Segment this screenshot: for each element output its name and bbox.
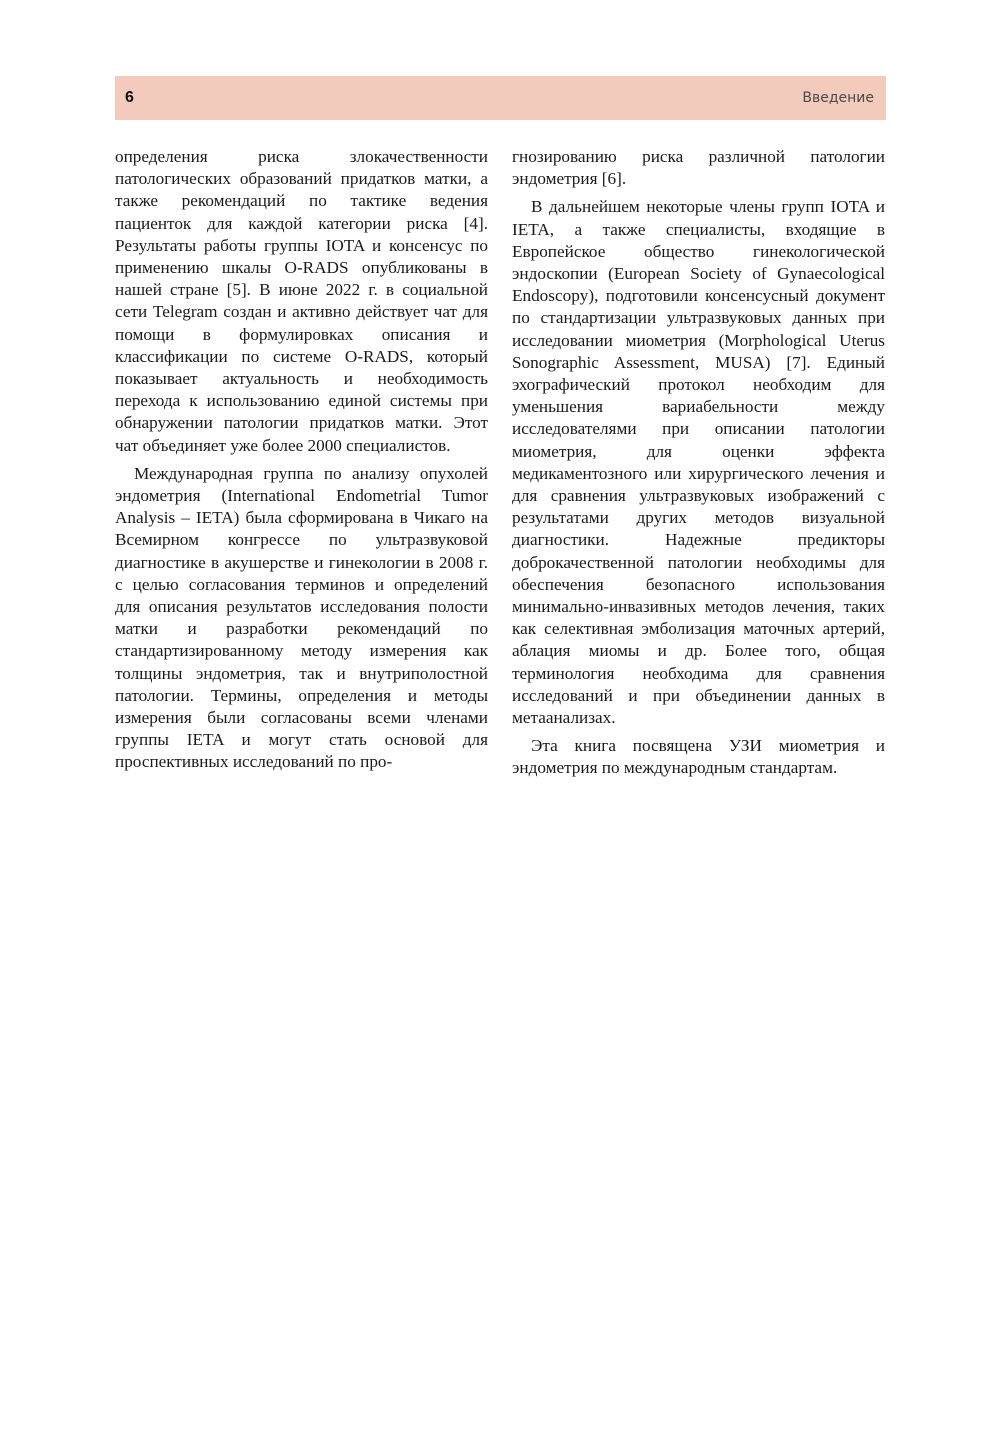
paragraph-continued-right: гнозированию риска различной патологии эндометрия [6]. <box>512 147 885 189</box>
paragraph-musa: В дальнейшем некоторые члены групп IOTA и IETA, а также специалисты, входящие в Европейское общество гинекологической эндоскопии (European Society of Gynaecological Endoscopy), подготовили консенсусный документ по стандартизации ультразвуковых данных при исследовании миометрия (Morphological Uterus Sonographic Assessment, MUSA) [7]. Единый эхографический протокол необходим для уменьшения вариабельности между исследователями при описании патологии миометрия, для оценки эффекта медикаментозного или хирургического лечения и для сравнения ультразвуковых изображений с результатами других методов визуальной диагностики. Надежные предикторы доброкачественной патологии необходимы для обеспечения безопасного использования минимально-инвазивных методов лечения, таких как селективная эмболизация маточных артерий, аблация миомы и др. Более того, общая терминология необходима для сравнения исследований и при объединении данных в метаанализах. <box>512 197 885 728</box>
right-text-column <box>512 146 885 786</box>
section-title: Введение <box>802 90 874 106</box>
paragraph-continued: определения риска злокачественности патологических образований придатков матки, а также рекомендаций по тактике ведения пациенток для каждой категории риска [4]. Результаты работы группы IOTA и консенсус по применению шкалы O-RADS опубликованы в нашей стране [5]. В июне 2022 г. в социальной сети Telegram создан и активно действует чат для помощи в формулировках описания и классификации по системе O-RADS, который показывает актуальность и необходимость перехода к использованию единой системы при обнаружении патологии придатков матки. Этот чат объединяет уже более 2000 специалистов. <box>115 147 488 455</box>
paragraph-book-purpose: Эта книга посвящена УЗИ миометрия и эндометрия по международным стандартам. <box>512 736 885 778</box>
paragraph-ieta: Международная группа по анализу опухолей эндометрия (International Endometrial Tumor Analysis – IETA) была сформирована в Чикаго на Всемирном конгрессе по ультразвуковой диагностике в акушерстве и гинекологии в 2008 г. с целью согласования терминов и определений для описания результатов исследования полости матки и разработки рекомендаций по стандартизированному методу измерения как толщины эндометрия, так и внутриполостной патологии. Термины, определения и методы измерения были согласованы всеми членами группы IETA и могут стать основой для проспективных исследований по про- <box>115 463 488 772</box>
page-number: 6 <box>125 89 134 106</box>
running-header <box>115 76 886 120</box>
left-text-column <box>115 146 488 780</box>
